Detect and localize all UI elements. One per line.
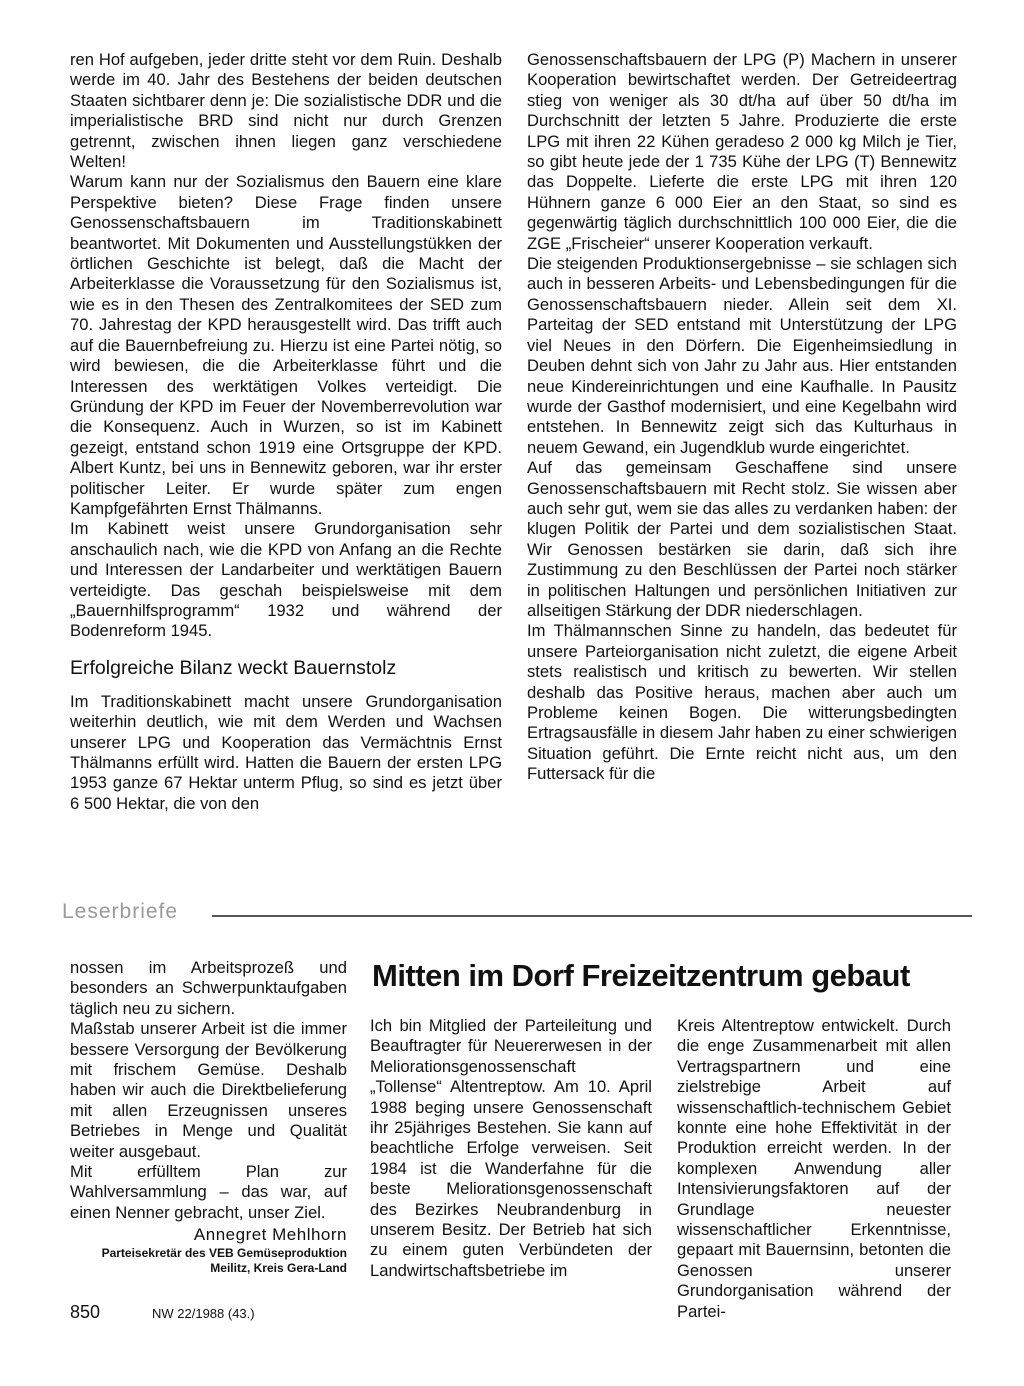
paragraph: Im Thälmannschen Sinne zu handeln, das bedeutet für unsere Parteiorganisation nicht zuletzt, die eigene Arbeit stets realistisch und kritisch zu bewerten. Wir stellen deshalb das Positive heraus, machen aber auch um Probleme keinen Bogen. Die witterungsbedingten Ertragsausfälle in diesem Jahr haben zu einer schwierigen Situation geführt. Die Ernte reicht nicht aus, um den Futtersack für die bbox=[527, 621, 957, 784]
letter-column bbox=[70, 958, 347, 1276]
paragraph: Warum kann nur der Sozialismus den Bauern eine klare Perspektive bieten? Diese Frage finden unsere Genossenschaftsbauern im Traditionskabinett beantwortet. Mit Dokumenten und Ausstellungstükken der örtlichen Geschichte ist belegt, daß die Macht der Arbeiterklasse die Voraussetzung für den Sozialismus ist, wie es in den Thesen des Zentralkomitees der SED zum 70. Jahrestag der KPD herausgestellt wird. Das trifft auch auf die Bauernbefreiung zu. Hierzu ist eine Partei nötig, so wird bewiesen, die die Arbeiterklasse führt und die Interessen des werktätigen Volkes verteidigt. Die Gründung der KPD im Feuer der Novemberrevolution war die Konsequenz. Auch in Wurzen, so ist im Kabinett gezeigt, entstand schon 1919 eine Ortsgruppe der KPD. Albert Kuntz, bei uns in Bennewitz geboren, war ihr erster politischer Leiter. Er wurde später zum engen Kampfgefährten Ernst Thälmanns. bbox=[70, 172, 502, 518]
section-header bbox=[62, 900, 972, 930]
paragraph: Ich bin Mitglied der Parteileitung und Beauftragter für Neuererwesen in der Meliorationsgenossenschaft „Tollense“ Altentreptow. Am 10. April 1988 beging unsere Genossenschaft ihr 25jähriges Bestehen. Sie kann auf beachtliche Erfolge verweisen. Seit 1984 ist die Wanderfahne für die beste Meliorationsgenossenschaft des Bezirkes Neubrandenburg in unserem Besitz. Der Betrieb hat sich zu einem guten Verbündeten der Landwirtschaftsbetriebe im bbox=[370, 1016, 652, 1280]
subheading: Erfolgreiche Bilanz weckt Bauernstolz bbox=[70, 656, 397, 679]
paragraph: Mit erfülltem Plan zur Wahlversammlung – das war, auf einen Nenner gebracht, unser Ziel. bbox=[70, 1162, 347, 1222]
paragraph: Genossenschaftsbauern der LPG (P) Machern in unserer Kooperation bewirtschaftet werden. Der Getreideertrag stieg von weniger als 30 dt/ha auf über 50 dt/ha im Durchschnitt der letzten 5 Jahre. Produzierte die erste LPG mit ihren 22 Kühen geradeso 2 000 kg Milch je Tier, so gibt heute jede der 1 735 Kühe der LPG (T) Bennewitz das Doppelte. Lieferte die erste LPG mit ihren 120 Hühnern ganze 6 000 Eier an den Staat, so sind es gegenwärtig täglich durchschnittlich 100 000 Eier, die die ZGE „Frischeier“ unserer Kooperation verkauft. bbox=[527, 50, 957, 253]
paragraph: Kreis Altentreptow entwickelt. Durch die enge Zusammenarbeit mit allen Vertragspartnern und eine zielstrebige Arbeit auf wissenschaftlich-technischem Gebiet konnte eine hohe Effektivität in der Produktion erreicht werden. In der komplexen Anwendung aller Intensivierungsfaktoren auf der Grundlage neuester wissenschaftlicher Erkenntnisse, gepaart mit Bauernsinn, betonten die Genossen unserer Grundorganisation während der Partei- bbox=[677, 1016, 951, 1321]
section-label: Leserbriefe bbox=[62, 900, 179, 923]
article-column-left bbox=[70, 50, 502, 814]
paragraph: Die steigenden Produktionsergebnisse – sie schlagen sich auch in besseren Arbeits- und Lebensbedingungen für die Genossenschaftsbauern nieder. Allein seit dem XI. Parteitag der SED entstand mit Unterstützung der LPG viel Neues in den Dörfern. Die Eigenheimsiedlung in Deuben dehnt sich von Jahr zu Jahr aus. Hier entstanden neue Kindereinrichtungen und eine Kaufhalle. In Pausitz wurde der Gasthof modernisiert, und eine Kegelbahn wird entstehen. In Bennewitz zeigt sich das Kulturhaus in neuem Gewand, ein Jugendklub wurde eingerichtet. bbox=[527, 254, 957, 457]
author-location: Meilitz, Kreis Gera-Land bbox=[210, 1260, 347, 1275]
letter-column bbox=[677, 1016, 951, 1322]
paragraph: ren Hof aufgeben, jeder dritte steht vor dem Ruin. Deshalb werde im 40. Jahr des Bestehens der beiden deutschen Staaten sichtbarer denn je: Die sozialistische DDR und die imperialistische BRD sind nicht nur durch Grenzen getrennt, zwischen ihnen liegen ganz verschiedene Welten! bbox=[70, 50, 502, 172]
paragraph: Im Traditionskabinett macht unsere Grundorganisation weiterhin deutlich, wie mit dem Werden und Wachsen unserer LPG und Kooperation das Vermächtnis Ernst Thälmanns erfüllt wird. Hatten die Bauern der ersten LPG 1953 ganze 67 Hektar unterm Pflug, so sind es jetzt über 6 500 Hektar, die von den bbox=[70, 691, 502, 813]
paragraph: nossen im Arbeitsprozeß und besonders an Schwerpunktaufgaben täglich neu zu sichern. bbox=[70, 958, 347, 1018]
paragraph: Auf das gemeinsam Geschaffene sind unsere Genossenschaftsbauern mit Recht stolz. Sie wissen aber auch sehr gut, wem sie das alles zu verdanken haben: der klugen Politik der Partei und dem sozialistischen Staat. Wir Genossen bestärken sie darin, daß sich ihre Zustimmung zu den Beschlüssen der Partei noch stärker in politischen Haltungen und persönlichen Initiativen zur allseitigen Stärkung der DDR niederschlagen. bbox=[527, 458, 957, 620]
paragraph: Maßstab unserer Arbeit ist die immer bessere Versorgung der Bevölkerung mit frischem Gemüse. Deshalb haben wir auch die Direktbelieferung mit allen Erzeugnissen unseres Betriebes in Menge und Qualität weiter ausgebaut. bbox=[70, 1019, 347, 1161]
paragraph: Im Kabinett weist unsere Grundorganisation sehr anschaulich nach, wie die KPD von Anfang an die Rechte und Interessen der Landarbeiter und werktätigen Bauern verteidigte. Das geschah beispielsweise mit dem „Bauernhilfsprogramm“ 1932 und während der Bodenreform 1945. bbox=[70, 519, 502, 641]
letter-headline: Mitten im Dorf Freizeitzentrum gebaut bbox=[372, 958, 910, 993]
issue-info: NW 22/1988 (43.) bbox=[152, 1306, 255, 1321]
author-name: Annegret Mehlhorn bbox=[193, 1225, 347, 1245]
letter-column bbox=[370, 1016, 652, 1281]
author-role: Parteisekretär des VEB Gemüseproduktion bbox=[101, 1245, 347, 1260]
section-divider bbox=[212, 915, 972, 917]
article-column-right bbox=[527, 50, 957, 785]
page-number: 850 bbox=[70, 1302, 101, 1322]
